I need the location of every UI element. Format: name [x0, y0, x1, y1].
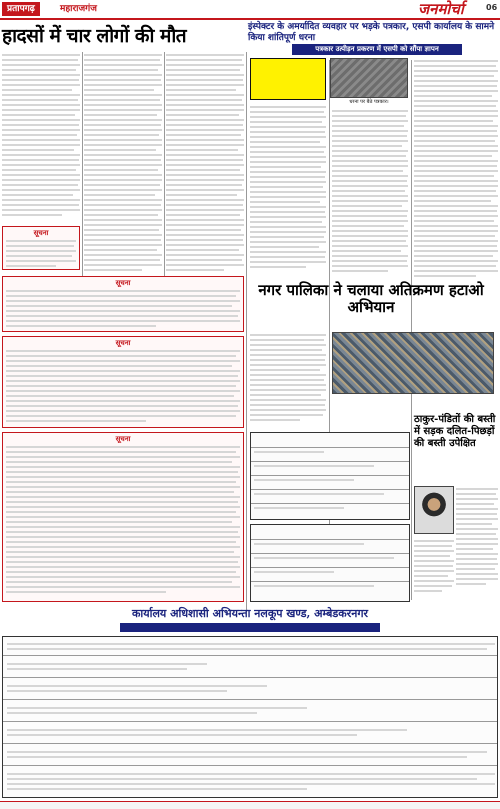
notice-box — [2, 226, 80, 270]
quote-box — [250, 58, 326, 100]
news-column — [250, 104, 326, 274]
subsection-tag: महाराजगंज — [60, 4, 97, 14]
ward-story-headline: ठाकुर-पंडितों की बस्ती में सड़क दलित-पिछड़ों की बस्ती उपेक्षित — [414, 414, 496, 449]
news-column — [166, 52, 244, 277]
news-column — [84, 52, 162, 277]
protest-headline: इंस्पेक्टर के अमर्यादित व्यवहार पर भड़के पत्रकार, एसपी कार्यालय के सामने किया शांतिपूर्ण धरना — [248, 22, 495, 43]
protest-strap: पत्रकार उत्पीड़न प्रकरण में एसपी को सौंपा ज्ञापन — [292, 44, 462, 55]
tender-table — [250, 432, 410, 520]
column-rule — [246, 52, 247, 612]
nagar-headline: नगर पालिका ने चलाया अतिक्रमण हटाओ अभियान — [258, 281, 484, 316]
news-column — [414, 538, 454, 598]
notice-box — [2, 276, 244, 332]
portrait-photo — [414, 486, 454, 534]
notice-title: सूचना — [115, 279, 131, 287]
notice-title: सूचना — [115, 435, 131, 443]
column-rule — [82, 52, 83, 280]
tender-table — [2, 636, 498, 798]
news-column — [2, 52, 80, 222]
notice-box — [2, 336, 244, 428]
section-tag: प्रतापगढ़ — [2, 2, 40, 16]
photo-caption: धरना पर बैठे पत्रकार। — [349, 99, 389, 105]
tender-band — [120, 623, 380, 632]
news-column — [456, 486, 498, 596]
crowd-photo — [332, 332, 494, 394]
news-column — [332, 108, 408, 278]
protest-photo — [330, 58, 408, 98]
news-column — [414, 58, 498, 278]
page-footer — [0, 801, 500, 809]
page-number: 06 — [486, 3, 498, 12]
page-header — [0, 0, 500, 20]
column-rule — [164, 52, 165, 280]
tender-office-title: कार्यालय अधिशासी अभियन्ता नलकूप खण्ड, अम्बेडकरनगर — [131, 607, 369, 620]
notice-box — [2, 432, 244, 602]
notice-title: सूचना — [115, 339, 131, 347]
tender-table — [250, 524, 410, 602]
news-column — [250, 332, 326, 427]
masthead-logo: जनमोर्चा — [418, 0, 464, 18]
lead-headline: हादसों में चार लोगों की मौत — [2, 25, 187, 47]
column-rule — [411, 60, 412, 600]
notice-title: सूचना — [33, 229, 49, 237]
